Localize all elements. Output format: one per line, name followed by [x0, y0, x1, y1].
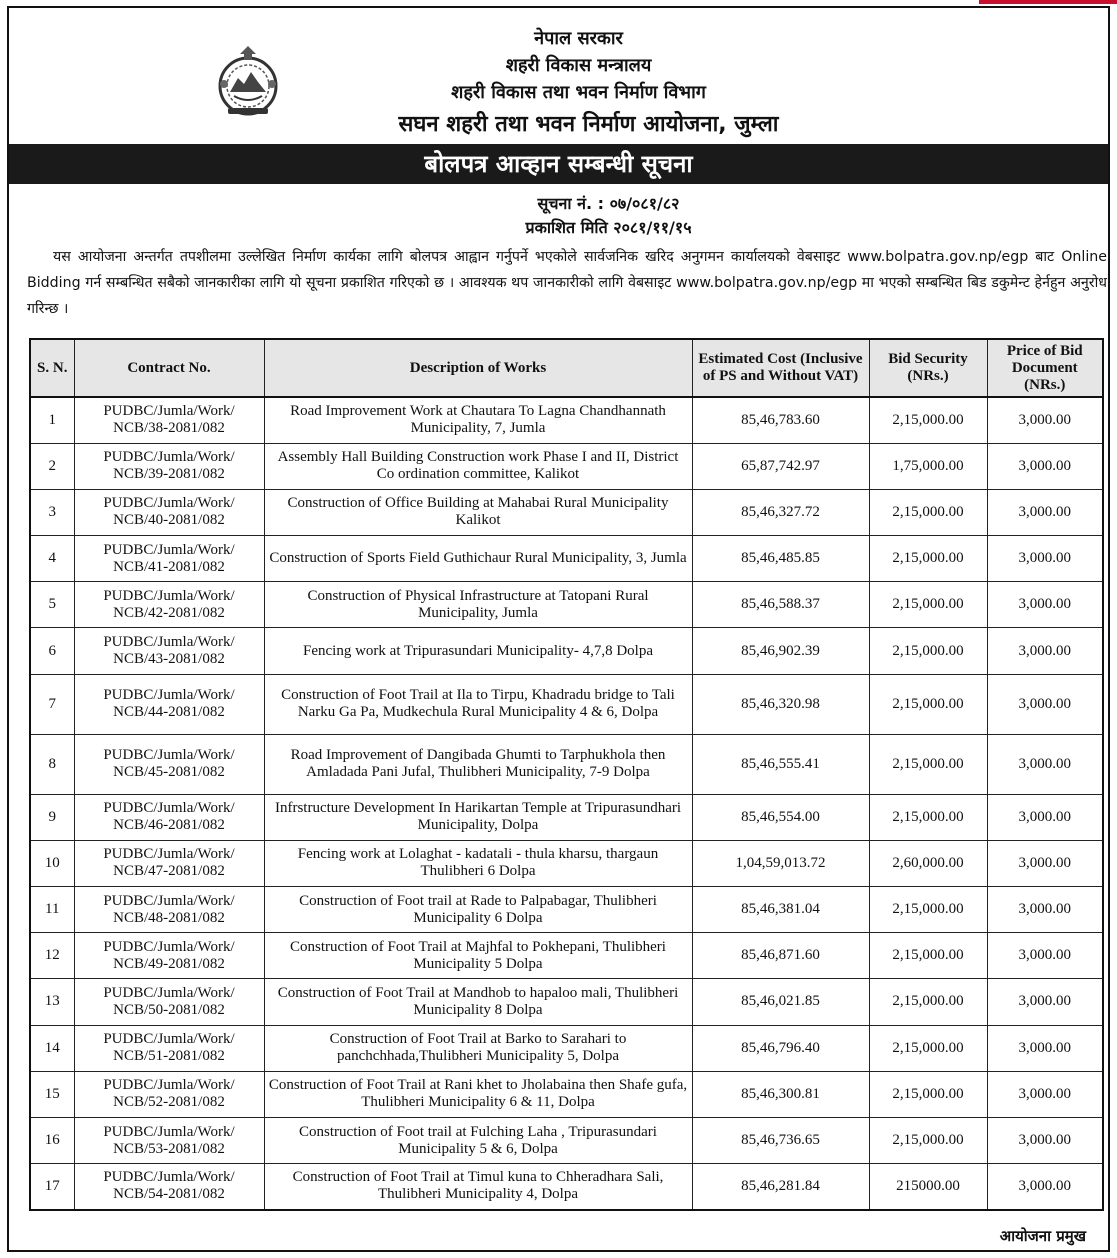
cell-security: 215000.00: [869, 1164, 987, 1210]
cell-sn: 10: [30, 840, 74, 886]
cell-contract: PUDBC/Jumla/Work/ NCB/44-2081/082: [74, 674, 264, 734]
table-row: [30, 489, 1103, 535]
header-description: Description of Works: [264, 339, 692, 397]
header-security: Bid Security (NRs.): [869, 339, 987, 397]
cell-cost: 85,46,327.72: [692, 489, 869, 535]
cell-sn: 13: [30, 979, 74, 1025]
table-row: [30, 443, 1103, 489]
cell-security: 2,15,000.00: [869, 674, 987, 734]
table-row: [30, 1117, 1103, 1163]
cell-price: 3,000.00: [987, 1071, 1103, 1117]
cell-sn: 4: [30, 536, 74, 582]
cell-security: 2,60,000.00: [869, 840, 987, 886]
cell-sn: 6: [30, 628, 74, 674]
table-row: [30, 628, 1103, 674]
cell-sn: 17: [30, 1164, 74, 1210]
cell-description: Construction of Physical Infrastructure at Tatopani Rural Municipality, Jumla: [264, 582, 692, 628]
cell-security: 2,15,000.00: [869, 1117, 987, 1163]
cell-sn: 16: [30, 1117, 74, 1163]
cell-contract: PUDBC/Jumla/Work/ NCB/45-2081/082: [74, 734, 264, 794]
cell-price: 3,000.00: [987, 1025, 1103, 1071]
cell-contract: PUDBC/Jumla/Work/ NCB/46-2081/082: [74, 794, 264, 840]
cell-description: Fencing work at Lolaghat - kadatali - thula kharsu, thargaun Thulibheri 6 Dolpa: [264, 840, 692, 886]
cell-sn: 9: [30, 794, 74, 840]
cell-description: Infrstructure Development In Harikartan Temple at Tripurasundhari Municipality, Dolpa: [264, 794, 692, 840]
cell-cost: 85,46,281.84: [692, 1164, 869, 1210]
cell-description: Assembly Hall Building Construction work Phase I and II, District Co ordination committee, Kalikot: [264, 443, 692, 489]
cell-contract: PUDBC/Jumla/Work/ NCB/52-2081/082: [74, 1071, 264, 1117]
table-row: [30, 933, 1103, 979]
table-row: [30, 794, 1103, 840]
cell-cost: 85,46,555.41: [692, 734, 869, 794]
cell-security: 2,15,000.00: [869, 582, 987, 628]
cell-security: 2,15,000.00: [869, 1025, 987, 1071]
intro-paragraph: यस आयोजना अन्तर्गत तपशीलमा उल्लेखित निर्माण कार्यका लागि बोलपत्र आह्वान गर्नुपर्ने भएकोले सार्वजनिक खरिद अनुगमन कार्यालयको वेबसाइट www.bolpatra.gov.np/egp बाट Online Bidding गर्न सम्बन्धित सबैको जानकारीका लागि यो सूचना प्रकाशित गरिएको छ । आवश्यक थप जानकारीको लागि वेबसाइट www.bolpatra.gov.np/egp मा भएको सम्बन्धित बिड डकुमेन्ट हेर्नहुन अनुरोध गरिन्छ ।: [27, 249, 1107, 317]
cell-sn: 15: [30, 1071, 74, 1117]
header-contract: Contract No.: [74, 339, 264, 397]
cell-cost: 85,46,796.40: [692, 1025, 869, 1071]
cell-contract: PUDBC/Jumla/Work/ NCB/51-2081/082: [74, 1025, 264, 1071]
cell-contract: PUDBC/Jumla/Work/ NCB/41-2081/082: [74, 536, 264, 582]
cell-contract: PUDBC/Jumla/Work/ NCB/38-2081/082: [74, 397, 264, 443]
cell-security: 2,15,000.00: [869, 397, 987, 443]
cell-cost: 85,46,588.37: [692, 582, 869, 628]
cell-sn: 5: [30, 582, 74, 628]
cell-security: 2,15,000.00: [869, 628, 987, 674]
header-price: Price of Bid Document (NRs.): [987, 339, 1103, 397]
cell-contract: PUDBC/Jumla/Work/ NCB/40-2081/082: [74, 489, 264, 535]
cell-security: 2,15,000.00: [869, 933, 987, 979]
table-row: [30, 536, 1103, 582]
table-row: [30, 1025, 1103, 1071]
cell-sn: 1: [30, 397, 74, 443]
cell-description: Construction of Foot trail at Rade to Palpabagar, Thulibheri Municipality 6 Dolpa: [264, 887, 692, 933]
table-row: [30, 1164, 1103, 1210]
cell-security: 2,15,000.00: [869, 794, 987, 840]
table-row: [30, 734, 1103, 794]
cell-price: 3,000.00: [987, 489, 1103, 535]
cell-security: 2,15,000.00: [869, 536, 987, 582]
table-header-row: [30, 339, 1103, 397]
header-sn: S. N.: [30, 339, 74, 397]
cell-cost: 85,46,021.85: [692, 979, 869, 1025]
cell-contract: PUDBC/Jumla/Work/ NCB/39-2081/082: [74, 443, 264, 489]
table-row: [30, 1071, 1103, 1117]
cell-contract: PUDBC/Jumla/Work/ NCB/53-2081/082: [74, 1117, 264, 1163]
table-row: [30, 674, 1103, 734]
cell-contract: PUDBC/Jumla/Work/ NCB/49-2081/082: [74, 933, 264, 979]
cell-price: 3,000.00: [987, 628, 1103, 674]
cell-cost: 1,04,59,013.72: [692, 840, 869, 886]
cell-description: Fencing work at Tripurasundari Municipality- 4,7,8 Dolpa: [264, 628, 692, 674]
cell-price: 3,000.00: [987, 674, 1103, 734]
cell-price: 3,000.00: [987, 536, 1103, 582]
table-row: [30, 840, 1103, 886]
cell-price: 3,000.00: [987, 887, 1103, 933]
cell-description: Construction of Foot trail at Fulching Laha , Tripurasundari Municipality 5 & 6, Dolpa: [264, 1117, 692, 1163]
cell-description: Construction of Sports Field Guthichaur Rural Municipality, 3, Jumla: [264, 536, 692, 582]
cell-sn: 14: [30, 1025, 74, 1071]
published-date: प्रकाशित मिति २०८१/११/१५: [525, 218, 692, 237]
cell-cost: 85,46,485.85: [692, 536, 869, 582]
cell-price: 3,000.00: [987, 582, 1103, 628]
cell-contract: PUDBC/Jumla/Work/ NCB/42-2081/082: [74, 582, 264, 628]
tender-table: [29, 338, 1104, 1211]
cell-security: 2,15,000.00: [869, 979, 987, 1025]
cell-description: Construction of Office Building at Mahabai Rural Municipality Kalikot: [264, 489, 692, 535]
cell-cost: 85,46,871.60: [692, 933, 869, 979]
cell-sn: 3: [30, 489, 74, 535]
table-row: [30, 582, 1103, 628]
cell-description: Construction of Foot Trail at Ila to Tirpu, Khadradu bridge to Tali Narku Ga Pa, Mudkechula Rural Municipality 4 & 6, Dolpa: [264, 674, 692, 734]
header-cost: Estimated Cost (Inclusive of PS and Without VAT): [692, 339, 869, 397]
header-line-government: नेपाल सरकार: [534, 28, 623, 49]
cell-cost: 85,46,554.00: [692, 794, 869, 840]
notice-banner: बोलपत्र आव्हान सम्बन्धी सूचना: [9, 144, 1108, 184]
corner-accent: [979, 0, 1117, 4]
cell-description: Construction of Foot Trail at Majhfal to Pokhepani, Thulibheri Municipality 5 Dolpa: [264, 933, 692, 979]
cell-security: 2,15,000.00: [869, 734, 987, 794]
cell-security: 1,75,000.00: [869, 443, 987, 489]
cell-cost: 85,46,320.98: [692, 674, 869, 734]
header-line-ministry: शहरी विकास मन्त्रालय: [505, 55, 652, 76]
cell-description: Construction of Foot Trail at Mandhob to hapaloo mali, Thulibheri Municipality 8 Dolpa: [264, 979, 692, 1025]
cell-cost: 65,87,742.97: [692, 443, 869, 489]
cell-sn: 12: [30, 933, 74, 979]
cell-price: 3,000.00: [987, 1164, 1103, 1210]
cell-contract: PUDBC/Jumla/Work/ NCB/48-2081/082: [74, 887, 264, 933]
cell-price: 3,000.00: [987, 979, 1103, 1025]
header-line-department: शहरी विकास तथा भवन निर्माण विभाग: [451, 82, 706, 103]
cell-price: 3,000.00: [987, 734, 1103, 794]
cell-price: 3,000.00: [987, 1117, 1103, 1163]
notice-frame: [7, 6, 1110, 1252]
cell-description: Road Improvement of Dangibada Ghumti to Tarphukhola then Amladada Pani Jufal, Thulibheri Municipality, 7-9 Dolpa: [264, 734, 692, 794]
cell-cost: 85,46,902.39: [692, 628, 869, 674]
table-row: [30, 979, 1103, 1025]
cell-description: Construction of Foot Trail at Rani khet to Jholabaina then Shafe gufa, Thulibheri Municipality 6 & 11, Dolpa: [264, 1071, 692, 1117]
cell-description: Construction of Foot Trail at Timul kuna to Chheradhara Sali, Thulibheri Municipality 4, Dolpa: [264, 1164, 692, 1210]
cell-cost: 85,46,381.04: [692, 887, 869, 933]
cell-contract: PUDBC/Jumla/Work/ NCB/54-2081/082: [74, 1164, 264, 1210]
cell-price: 3,000.00: [987, 840, 1103, 886]
signature-project-chief: आयोजना प्रमुख: [999, 1227, 1086, 1245]
cell-price: 3,000.00: [987, 397, 1103, 443]
cell-price: 3,000.00: [987, 933, 1103, 979]
cell-cost: 85,46,300.81: [692, 1071, 869, 1117]
cell-security: 2,15,000.00: [869, 887, 987, 933]
cell-description: Road Improvement Work at Chautara To Lagna Chandhannath Municipality, 7, Jumla: [264, 397, 692, 443]
cell-sn: 8: [30, 734, 74, 794]
cell-security: 2,15,000.00: [869, 489, 987, 535]
header-line-project: सघन शहरी तथा भवन निर्माण आयोजना, जुम्ला: [398, 112, 779, 137]
cell-cost: 85,46,736.65: [692, 1117, 869, 1163]
cell-sn: 7: [30, 674, 74, 734]
cell-sn: 2: [30, 443, 74, 489]
header: [9, 8, 1108, 138]
cell-cost: 85,46,783.60: [692, 397, 869, 443]
cell-price: 3,000.00: [987, 794, 1103, 840]
cell-contract: PUDBC/Jumla/Work/ NCB/43-2081/082: [74, 628, 264, 674]
cell-description: Construction of Foot Trail at Barko to Sarahari to panchchhada,Thulibheri Municipality 5, Dolpa: [264, 1025, 692, 1071]
cell-price: 3,000.00: [987, 443, 1103, 489]
cell-contract: PUDBC/Jumla/Work/ NCB/47-2081/082: [74, 840, 264, 886]
cell-security: 2,15,000.00: [869, 1071, 987, 1117]
table-row: [30, 887, 1103, 933]
notice-number: सूचना नं. : ०७/०८१/८२: [537, 194, 680, 213]
cell-sn: 11: [30, 887, 74, 933]
table-row: [30, 397, 1103, 443]
cell-contract: PUDBC/Jumla/Work/ NCB/50-2081/082: [74, 979, 264, 1025]
